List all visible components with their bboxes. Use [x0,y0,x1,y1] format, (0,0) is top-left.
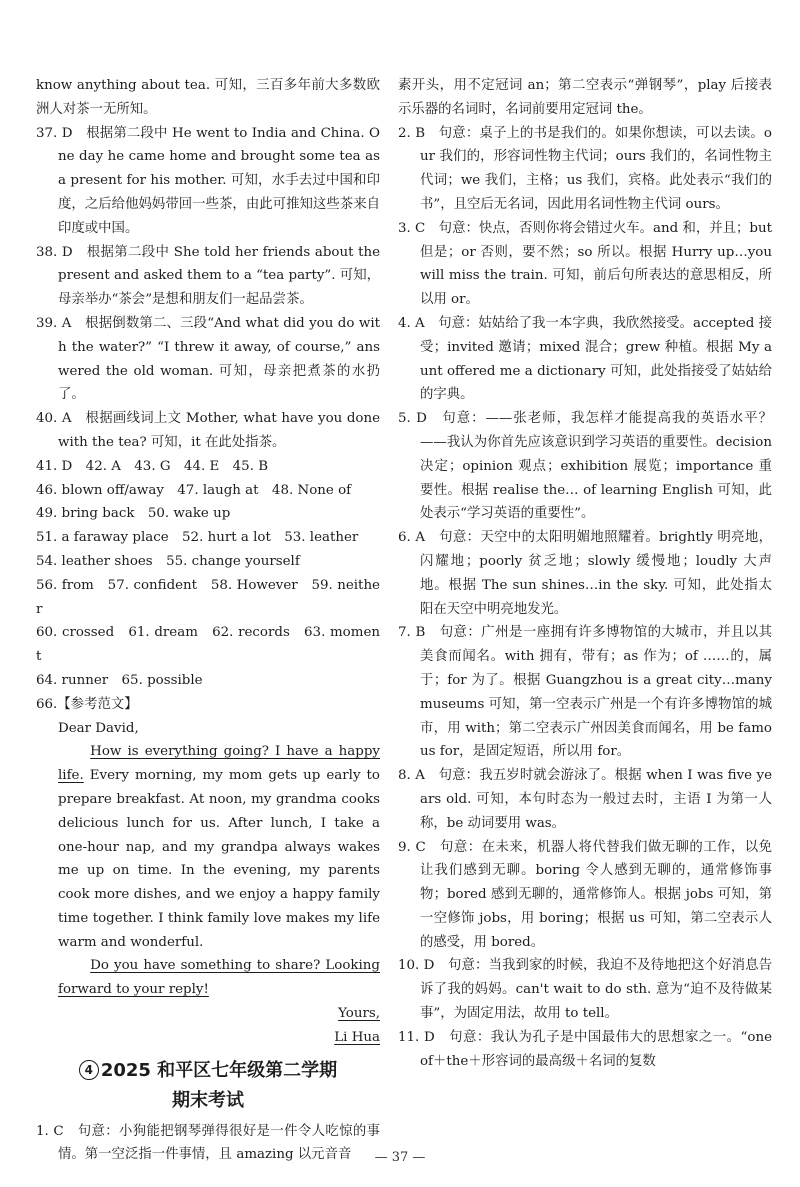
answer-4: 4. A 句意：姑姑给了我一本字典，我欣然接受。accepted 接受；invited 邀请；mixed 混合；grew 种植。根据 My aunt offered me a dictionary 可知，此处指接受了姑姑给的字典。 [398,315,772,403]
answer-7: 7. B 句意：广州是一座拥有许多博物馆的大城市，并且以其美食而闻名。with 拥有，带有；as 作为；of ……的，属于；for 为了。根据 Guangzhou is a great city…many museums 可知，第一空表示广州是一个有许多博物馆的城市，用 with；第二空表示广州因美食而闻名，用 be famous for，是固定短语，所以用 for。 [398,625,772,760]
letter-closing: Yours, [338,1006,380,1022]
page-number: — 37 — [374,1150,426,1165]
letter-greeting: Dear David, [58,720,139,736]
answer-2: 2. B 句意：桌子上的书是我们的。如果你想读，可以去读。our 我们的，形容词性物主代词；ours 我们的，名词性物主代词；we 我们，主格；us 我们，宾格。此处表示“我们的书”，且空后无名词，因此用名词性物主代词 ours。 [398,125,772,212]
section-number-badge: 4 [79,1060,99,1080]
answer-3: 3. C 句意：快点，否则你将会错过火车。and 和，并且；but 但是；or 否则，要不然；so 所以。根据 Hurry up…you will miss the train. 可知，前后句所表达的意思相反，所以用 or。 [398,220,772,308]
answer-line: 46. blown off/away 47. laugh at 48. None of [36,482,352,498]
letter-topic-sentence: How is everything going? I have a happy life. [58,744,380,784]
answer-5: 5. D 句意：——张老师，我怎样才能提高我的英语水平？——我认为你首先应该意识到学习英语的重要性。decision 决定；opinion 观点；exhibition 展览；importance 重要性。根据 realise the… of learning English 可知，此处表示“学习英语的重要性”。 [398,411,772,522]
answer-10: 10. D 句意：当我到家的时候，我迫不及待地把这个好消息告诉了我的妈妈。can't wait to do sth. 意为“迫不及待做某事”，为固定用法，故用 to tell。 [398,958,772,1022]
exam-title-line-2: 期末考试 [172,1089,244,1111]
letter-body: Every morning, my mom gets up early to prepare breakfast. At noon, my grandma cooks delicious lunch for us. After lunch, I take a one-hour nap, and my grandpa always wakes me up on time. In the evening, my parents cook more dishes, and we enjoy a happy family time together. I think family love makes my life warm and wonderful. [58,768,380,950]
letter-signature: Li Hua [334,1029,380,1045]
answer-line: 54. leather shoes 55. change yourself [36,553,300,569]
answer-37: 37. D 根据第二段中 He went to India and China. One day he came home and brought some tea as a present for his mother. 可知，水手去过中国和印度，之后给他妈妈带回一些茶，由此可推知这些茶来自印度或中国。 [36,125,380,236]
right-column [398,74,772,1073]
letter-paragraph-1 [58,740,380,954]
answer-9: 9. C 句意：在未来，机器人将代替我们做无聊的工作，以免让我们感到无聊。boring 令人感到无聊的，通常修饰事物；bored 感到无聊的，通常修饰人。根据 jobs 可知，第一空修饰 jobs，用 boring；根据 us 可知，第二空表示人的感受，用 bored。 [398,839,772,950]
model-essay-label: 66.【参考范文】 [36,696,138,712]
answer-line: 64. runner 65. possible [36,672,203,688]
model-letter [36,717,380,1050]
letter-paragraph-2: Do you have something to share? Looking forward to your reply! [58,958,380,998]
exam-title-line-1: 2025 和平区七年级第二学期 [100,1059,338,1081]
answer-38: 38. D 根据第二段中 She told her friends about the present and asked them to a “tea party”. 可知，母亲举办“茶会”是想和朋友们一起品尝茶。 [36,244,380,308]
answer-1: 1. C 句意：小狗能把钢琴弹得很好是一件令人吃惊的事情。第一空泛指一件事情，且 amazing 以元音音 [36,1123,380,1163]
left-column [36,74,380,1167]
answer-11: 11. D 句意：我认为孔子是中国最伟大的思想家之一。“one of＋the＋形容词的最高级＋名词的复数 [398,1029,772,1069]
answer-line: 49. bring back 50. wake up [36,506,231,522]
answer-line: 56. from 57. confident 58. However 59. neither [36,577,380,617]
answer-40: 40. A 根据画线词上文 Mother, what have you done with the tea? 可知，it 在此处指茶。 [36,411,380,450]
answer-line: 41. D 42. A 43. G 44. E 45. B [36,458,269,474]
answer-39: 39. A 根据倒数第二、三段“And what did you do with the water?” “I threw it away, of course,” answered the old woman. 可知，母亲把煮茶的水扔了。 [36,315,380,403]
intro-text: know anything about tea. 可知，三百多年前大多数欧洲人对茶一无所知。 [36,78,380,117]
answer-6: 6. A 句意：天空中的太阳明媚地照耀着。brightly 明亮地，闪耀地；poorly 贫乏地；slowly 缓慢地；loudly 大声地。根据 The sun shines…in the sky. 可知，此处指太阳在天空中明亮地发光。 [398,530,772,617]
answer-line: 60. crossed 61. dream 62. records 63. moment [36,625,380,665]
answer-line: 51. a faraway place 52. hurt a lot 53. leather [36,530,359,546]
answer-1-continued: 素开头，用不定冠词 an；第二空表示“弹钢琴”，play 后接表示乐器的名词时，名词前要用定冠词 the。 [398,78,772,117]
answer-8: 8. A 句意：我五岁时就会游泳了。根据 when I was five years old. 可知，本句时态为一般过去时，主语 I 为第一人称，be 动词要用 was。 [398,768,772,831]
exam-section-title [36,1056,380,1116]
